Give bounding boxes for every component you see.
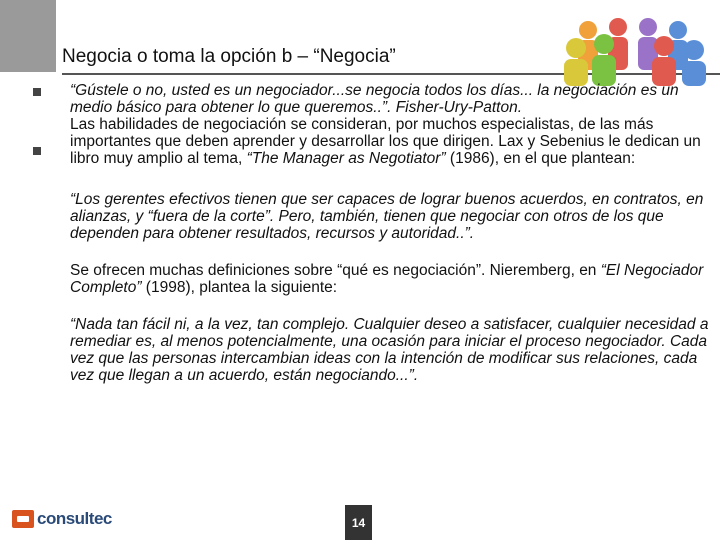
paragraph-definitions xyxy=(70,262,716,296)
logo-mark-icon xyxy=(12,510,34,528)
slide-title: Negocia o toma la opción b – “Negocia” xyxy=(62,46,396,67)
logo-text: consultec xyxy=(37,509,112,528)
paragraph-text: Las habilidades de negociación se consideran, por muchos especialistas, de las más importantes que deben aprender y desarrollar los que dirigen. Lax y Sebenius le dedican un libro muy amplio al tema, xyxy=(70,116,701,167)
quote-2: “Nada tan fácil ni, a la vez, tan complejo. Cualquier deseo a satisfacer, cualquier necesidad a remediar es, al menos potencialmente, una ocasión para iniciar el proceso negociador. Cada vez que las personas intercambian ideas con la intención de modificar sus relaciones, cada vez que llegan a un acuerdo, están negociando...”. xyxy=(70,316,709,384)
people-figures-icon xyxy=(560,14,710,86)
bullet-marker-1 xyxy=(33,88,41,96)
bullet-text-1: “Gústele o no, usted es un negociador...se negocia todos los días... la negociación es un medio básico para obtener lo que queremos..”. Fisher-Ury-Patton. xyxy=(70,82,679,116)
page-number: 14 xyxy=(345,505,372,540)
bullet-marker-2 xyxy=(33,147,41,155)
paragraph-text: (1986), en el que plantean: xyxy=(445,150,636,167)
book-title: “El Negociador Completo” xyxy=(70,262,704,296)
header-accent-strip xyxy=(0,0,56,72)
paragraph-text: Se ofrecen muchas definiciones sobre “qué es negociación”. Nieremberg, en xyxy=(70,262,601,279)
quote-1: “Los gerentes efectivos tienen que ser capaces de lograr buenos acuerdos, en contratos, en alianzas, y “fuera de la corte”. Pero, también, tienen que negociar con otros de los que dependen para obtener resultados, recursos y autoridad..”. xyxy=(70,191,704,242)
consultec-logo xyxy=(12,508,112,530)
slide-body xyxy=(70,82,716,384)
bullet-text-2 xyxy=(70,116,716,167)
book-title: “The Manager as Negotiator” xyxy=(246,150,446,167)
paragraph-text: (1998), plantea la siguiente: xyxy=(141,279,338,296)
